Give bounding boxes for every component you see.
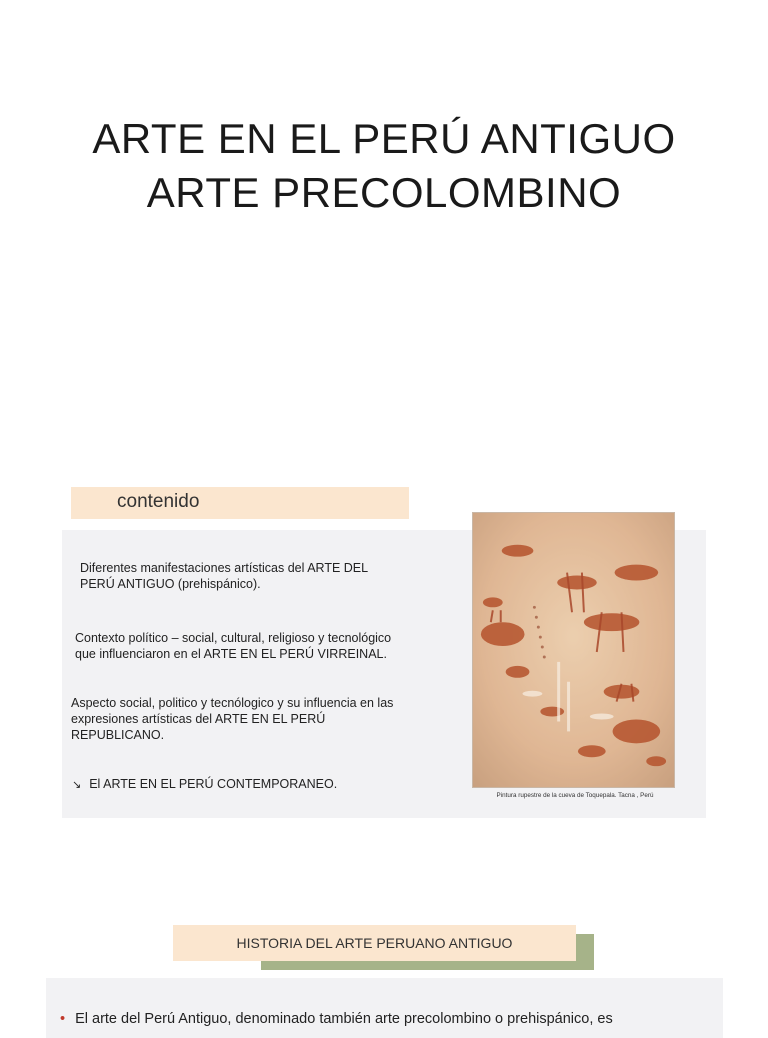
contents-heading: contenido — [117, 491, 200, 512]
contents-item-with-arrow — [72, 776, 432, 793]
contents-item-text: El ARTE EN EL PERÚ CONTEMPORANEO. — [89, 777, 338, 791]
title-line-2: ARTE PRECOLOMBINO — [146, 169, 622, 216]
contents-item: Diferentes manifestaciones artísticas del ARTE DEL PERÚ ANTIGUO (prehispánico). — [80, 561, 368, 591]
rock-art-picture — [473, 513, 674, 787]
page-title — [0, 112, 768, 220]
history-bullet-text: El arte del Perú Antiguo, denominado también arte precolombino o prehispánico, es — [75, 1011, 613, 1027]
history-bullet — [60, 1011, 613, 1027]
contents-item: Aspecto social, politico y tecnólogico y su influencia en las expresiones artísticas del ARTE EN EL PERÚ REPUBLICANO. — [71, 696, 394, 742]
history-text-panel — [46, 978, 723, 1038]
contents-heading-box — [71, 487, 409, 519]
title-slide — [0, 0, 768, 470]
contents-slide — [0, 470, 768, 890]
history-heading: HISTORIA DEL ARTE PERUANO ANTIGUO — [236, 935, 513, 951]
history-heading-box — [173, 925, 576, 961]
bullet-icon: • — [60, 1011, 66, 1027]
history-slide — [0, 890, 768, 1027]
contents-item: Contexto político – social, cultural, religioso y tecnológico que influenciaron en el ARTE EN EL PERÚ VIRREINAL. — [75, 631, 392, 661]
title-line-1: ARTE EN EL PERÚ ANTIGUO — [92, 115, 676, 162]
image-caption: Pintura rupestre de la cueva de Toquepala. Tacna , Perú — [496, 792, 654, 799]
rock-art-image — [472, 512, 675, 788]
arrow-icon: ↘ — [72, 779, 82, 791]
